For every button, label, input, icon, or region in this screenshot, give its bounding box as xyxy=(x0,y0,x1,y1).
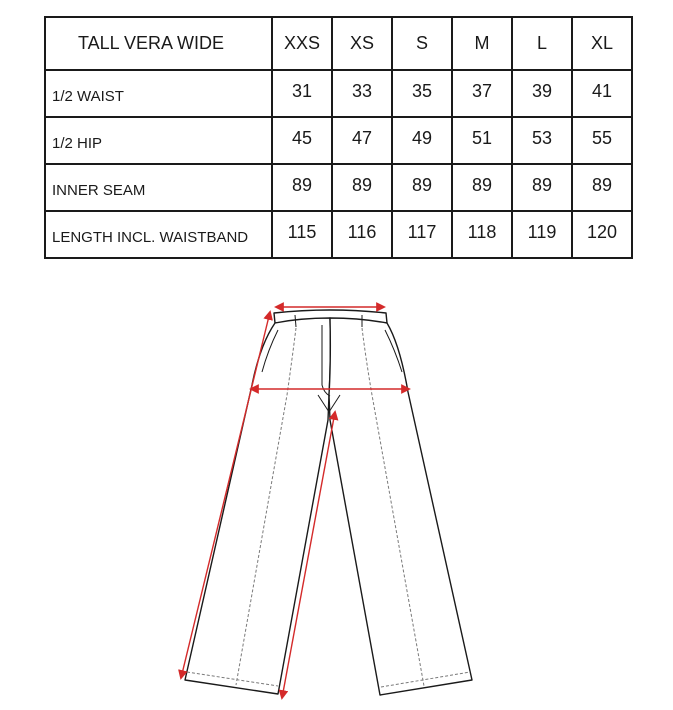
left-leg-shape xyxy=(185,318,330,694)
table-cell: 89 xyxy=(332,164,392,211)
row-label-length: LENGTH INCL. WAISTBAND xyxy=(45,211,272,258)
table-cell: 41 xyxy=(572,70,632,117)
size-header-s: S xyxy=(392,17,452,70)
table-cell: 117 xyxy=(392,211,452,258)
table-cell: 118 xyxy=(452,211,512,258)
table-row xyxy=(45,70,632,117)
size-header-m: M xyxy=(452,17,512,70)
row-label-half-waist: 1/2 WAIST xyxy=(45,70,272,117)
table-cell: 115 xyxy=(272,211,332,258)
table-cell: 49 xyxy=(392,117,452,164)
table-cell: 39 xyxy=(512,70,572,117)
pants-outline xyxy=(185,310,472,695)
right-leg-shape xyxy=(329,318,472,695)
row-label-half-hip: 1/2 HIP xyxy=(45,117,272,164)
table-cell: 45 xyxy=(272,117,332,164)
table-cell: 33 xyxy=(332,70,392,117)
table-cell: 55 xyxy=(572,117,632,164)
size-header-l: L xyxy=(512,17,572,70)
table-cell: 89 xyxy=(572,164,632,211)
table-cell: 35 xyxy=(392,70,452,117)
table-cell: 89 xyxy=(392,164,452,211)
table-cell: 37 xyxy=(452,70,512,117)
table-cell: 31 xyxy=(272,70,332,117)
table-row xyxy=(45,117,632,164)
table-row xyxy=(45,211,632,258)
table-cell: 89 xyxy=(452,164,512,211)
table-cell: 116 xyxy=(332,211,392,258)
table-cell: 89 xyxy=(512,164,572,211)
size-header-xs: XS xyxy=(332,17,392,70)
table-cell: 47 xyxy=(332,117,392,164)
size-header-xxs: XXS xyxy=(272,17,332,70)
size-chart-table xyxy=(44,16,633,259)
size-header-xl: XL xyxy=(572,17,632,70)
table-cell: 119 xyxy=(512,211,572,258)
table-header-row xyxy=(45,17,632,70)
table-cell: 51 xyxy=(452,117,512,164)
table-cell: 89 xyxy=(272,164,332,211)
table-cell: 120 xyxy=(572,211,632,258)
pants-measurement-diagram xyxy=(0,270,673,710)
table-row xyxy=(45,164,632,211)
table-title: TALL VERA WIDE xyxy=(45,17,272,70)
row-label-inner-seam: INNER SEAM xyxy=(45,164,272,211)
table-cell: 53 xyxy=(512,117,572,164)
